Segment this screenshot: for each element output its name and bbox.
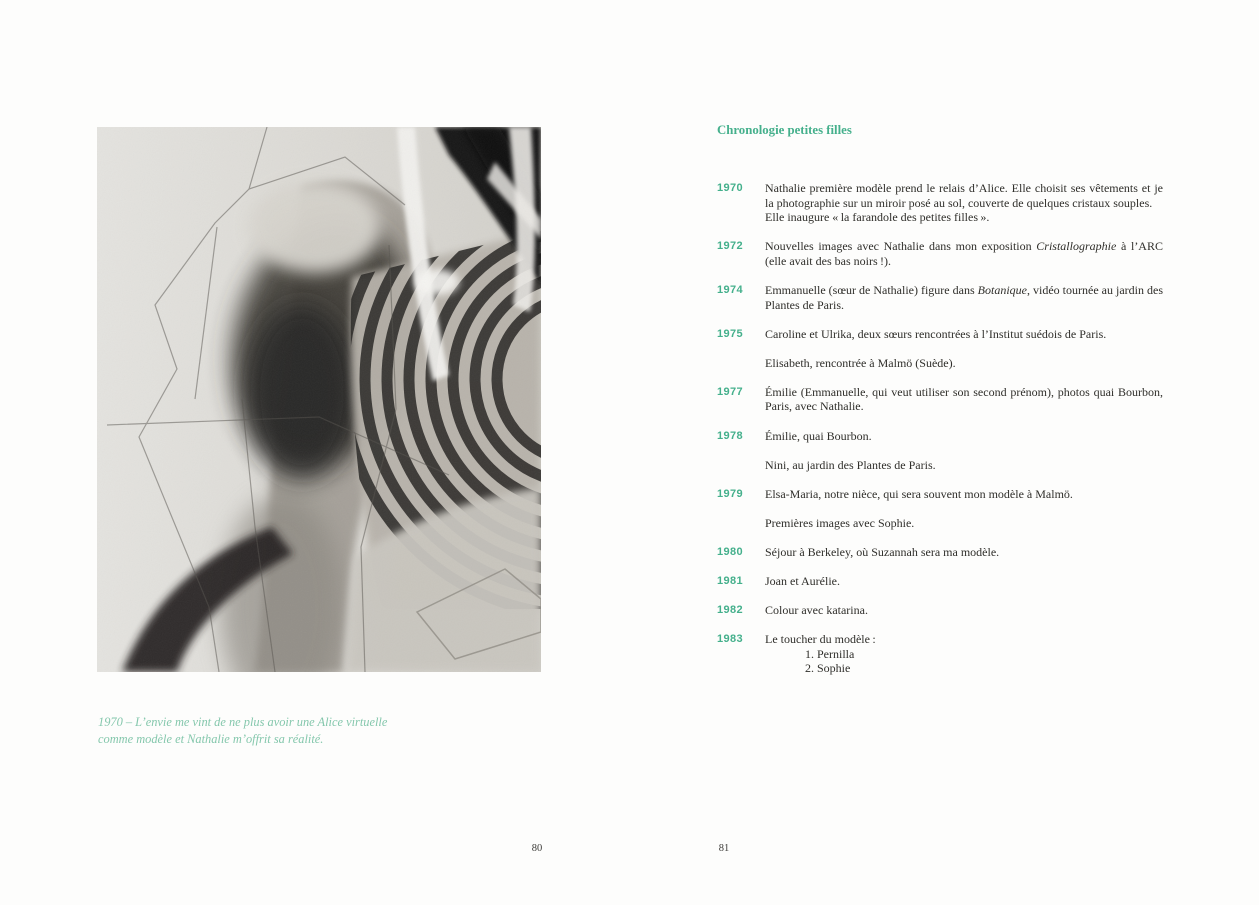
entry-text: Nouvelles images avec Nathalie dans mon exposition Cristallographie à l’ARC (elle avait des bas noirs !).	[765, 239, 1163, 268]
entry-text: Elsa-Maria, notre nièce, qui sera souvent mon modèle à Malmö.	[765, 486, 1073, 501]
entry-text: Joan et Aurélie.	[765, 574, 840, 588]
chronology-entry	[717, 487, 1163, 502]
chronology-entry	[717, 603, 1163, 618]
chronology-entry	[717, 574, 1163, 589]
entry-year: 1972	[717, 240, 744, 253]
entry-year: 1979	[717, 487, 744, 500]
chronology-entry	[717, 458, 1163, 473]
entry-year: 1975	[717, 327, 744, 340]
chronology-column	[717, 122, 1163, 690]
chronology-entry	[717, 429, 1163, 444]
entry-text: Émilie, quai Bourbon.	[765, 428, 872, 443]
entry-text: Nini, au jardin des Plantes de Paris.	[765, 457, 936, 472]
entry-text: Séjour à Berkeley, où Suzannah sera ma modèle.	[765, 544, 1000, 559]
entry-text: Premières images avec Sophie.	[765, 515, 915, 530]
chronology-entry	[717, 545, 1163, 560]
entry-text: Colour avec katarina.	[765, 603, 868, 618]
entry-year: 1977	[717, 385, 744, 398]
chronology-entry	[717, 385, 1163, 414]
chronology-entry	[717, 327, 1163, 342]
entry-year: 1983	[717, 633, 744, 646]
entry-text: Emmanuelle (sœur de Nathalie) figure dans Botanique, vidéo tournée au jardin des Plantes de Paris.	[765, 282, 1163, 312]
entry-text: Nathalie première modèle prend le relais d’Alice. Elle choisit ses vêtements et je la photographie sur un miroir posé au sol, couverte de quelques cristaux souples. Elle inaugure « la farandole des petites filles ».	[765, 181, 1163, 225]
photograph	[97, 127, 541, 672]
entry-text: Émilie (Emmanuelle, qui veut utiliser son second prénom), photos quai Bourbon, Paris, avec Nathalie.	[765, 384, 1163, 414]
entry-text: Le toucher du modèle : 1. Pernilla 2. Sophie	[765, 632, 876, 676]
entry-year	[717, 458, 765, 473]
page-number-right: 81	[718, 843, 730, 854]
entry-year: 1970	[717, 182, 744, 194]
entry-text: Elisabeth, rencontrée à Malmö (Suède).	[765, 355, 956, 370]
page-number-left: 80	[531, 843, 543, 854]
entry-year: 1980	[717, 545, 744, 558]
entry-year: 1982	[717, 604, 744, 617]
chronology-entry	[717, 239, 1163, 268]
chronology-entry	[717, 283, 1163, 312]
entry-year: 1974	[717, 283, 744, 296]
photo-caption: 1970 – L’envie me vint de ne plus avoir une Alice virtuelle comme modèle et Nathalie m’offrit sa réalité.	[98, 715, 388, 746]
chronology-entry	[717, 632, 1163, 676]
entry-text: Caroline et Ulrika, deux sœurs rencontrées à l’Institut suédois de Paris.	[765, 326, 1107, 341]
entry-year	[717, 516, 765, 531]
chronology-list	[717, 181, 1163, 676]
chronology-title: Chronologie petites filles	[717, 123, 852, 137]
entry-year: 1978	[717, 429, 744, 442]
chronology-entry	[717, 356, 1163, 371]
photograph-art	[97, 127, 541, 672]
chronology-entry	[717, 516, 1163, 531]
chronology-entry	[717, 181, 1163, 225]
entry-year: 1981	[717, 575, 744, 587]
entry-year	[717, 356, 765, 371]
